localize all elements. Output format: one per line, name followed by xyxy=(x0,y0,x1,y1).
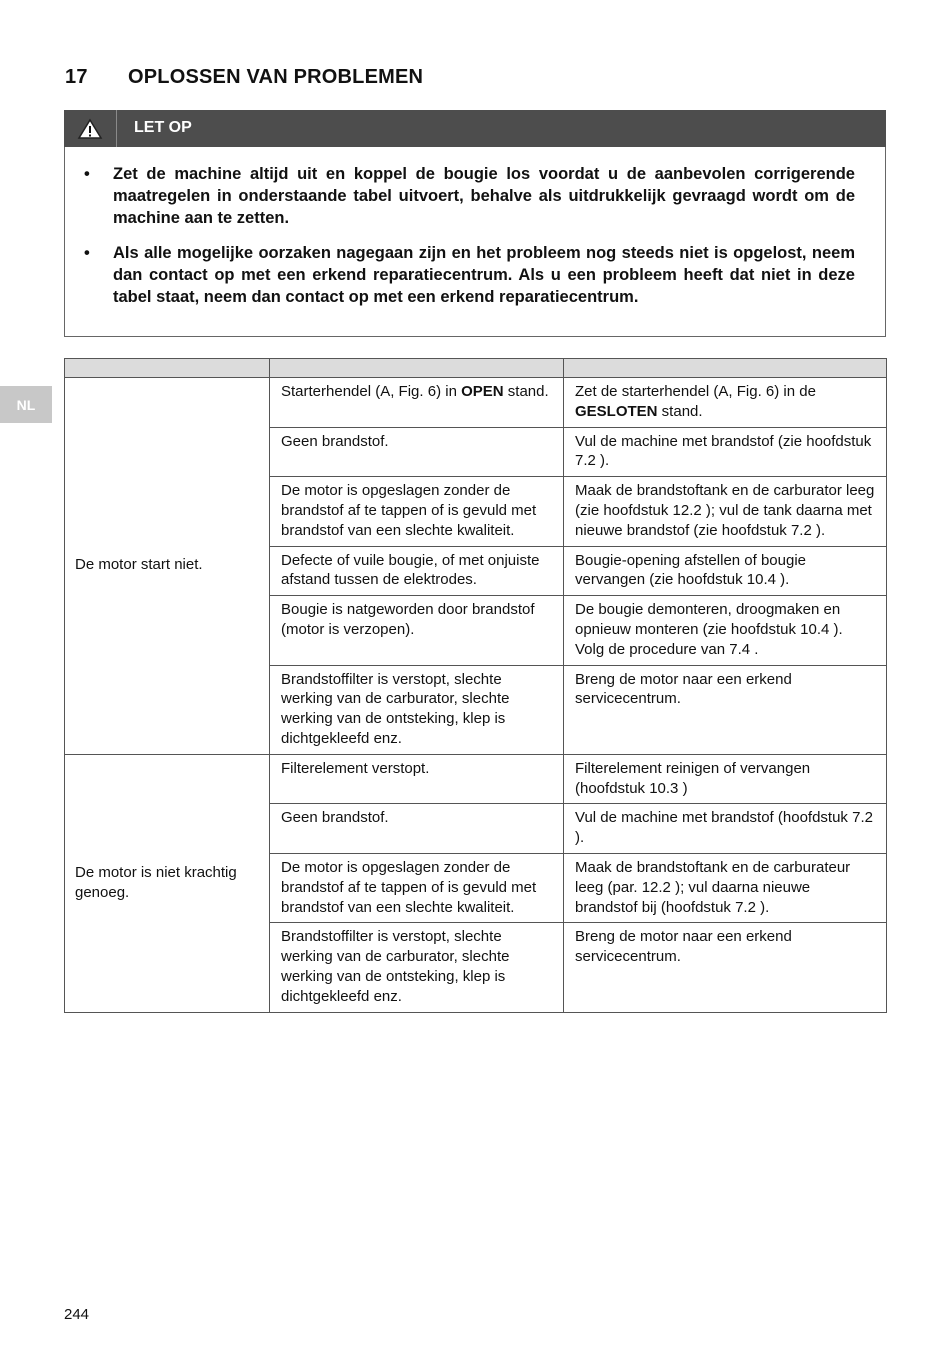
cause-cell: Geen brandstof. xyxy=(270,427,564,477)
problem-cell: De motor is niet krachtig genoeg. xyxy=(65,754,270,1012)
remedy-cell: Breng de motor naar een erkend servicecentrum. xyxy=(564,665,887,754)
page-number: 244 xyxy=(64,1306,90,1323)
cause-cell: De motor is opgeslagen zonder de brandstof af te tappen of is gevuld met brandstof van een slechte kwaliteit. xyxy=(270,477,564,546)
cause-cell: Starterhendel (A, Fig. 6) in OPEN stand. xyxy=(270,378,564,428)
table-row xyxy=(65,378,887,428)
warning-body xyxy=(64,147,886,337)
cause-cell: Geen brandstof. xyxy=(270,804,564,854)
troubleshooting-table xyxy=(64,358,887,1013)
section-title: OPLOSSEN VAN PROBLEMEN xyxy=(128,66,424,88)
section-number: 17 xyxy=(65,66,88,88)
remedy-cell: Filterelement reinigen of vervangen (hoofdstuk 10.3 ) xyxy=(564,754,887,804)
remedy-cell: Breng de motor naar een erkend servicecentrum. xyxy=(564,923,887,1012)
remedy-cell: De bougie demonteren, droogmaken en opnieuw monteren (zie hoofdstuk 10.4 ). Volg de procedure van 7.4 . xyxy=(564,596,887,665)
section-heading xyxy=(65,66,423,89)
remedy-cell: Maak de brandstoftank en de carburator leeg (zie hoofdstuk 12.2 ); vul de tank daarna met nieuwe brandstof (zie hoofdstuk 7.2 ). xyxy=(564,477,887,546)
table-header-row xyxy=(65,359,887,378)
warning-item: • Zet de machine altijd uit en koppel de bougie los voordat u de aanbevolen corrigerende maatregelen in onderstaande tabel uitvoert, behalve als uitdrukkelijk gevraagd wordt om de machine aan te zetten. xyxy=(113,163,855,229)
cause-cell: Defecte of vuile bougie, of met onjuiste afstand tussen de elektrodes. xyxy=(270,546,564,596)
remedy-cell: Bougie-opening afstellen of bougie vervangen (zie hoofdstuk 10.4 ). xyxy=(564,546,887,596)
language-tab: NL xyxy=(0,386,52,423)
remedy-cell: Vul de machine met brandstof (hoofdstuk 7.2 ). xyxy=(564,804,887,854)
warning-icon xyxy=(64,110,117,147)
remedy-cell: Zet de starterhendel (A, Fig. 6) in de GESLOTEN stand. xyxy=(564,378,887,428)
cause-cell: De motor is opgeslagen zonder de brandstof af te tappen of is gevuld met brandstof van een slechte kwaliteit. xyxy=(270,853,564,922)
warning-header xyxy=(64,110,886,147)
remedy-cell: Vul de machine met brandstof (zie hoofdstuk 7.2 ). xyxy=(564,427,887,477)
cause-cell: Bougie is natgeworden door brandstof (motor is verzopen). xyxy=(270,596,564,665)
table-row xyxy=(65,754,887,804)
warning-item: • Als alle mogelijke oorzaken nagegaan zijn en het probleem nog steeds niet is opgelost, neem dan contact op met een erkend reparatiecentrum. Als u een probleem heeft dat niet in deze tabel staat, neem dan contact op met een erkend reparatiecentrum. xyxy=(113,242,855,308)
remedy-cell: Maak de brandstoftank en de carburateur leeg (par. 12.2 ); vul daarna nieuwe brandstof bij (hoofdstuk 7.2 ). xyxy=(564,853,887,922)
cause-cell: Filterelement verstopt. xyxy=(270,754,564,804)
cause-cell: Brandstoffilter is verstopt, slechte werking van de carburator, slechte werking van de ontsteking, klep is dichtgekleefd enz. xyxy=(270,665,564,754)
problem-cell: De motor start niet. xyxy=(65,378,270,755)
cause-cell: Brandstoffilter is verstopt, slechte werking van de carburator, slechte werking van de ontsteking, klep is dichtgekleefd enz. xyxy=(270,923,564,1012)
warning-label: LET OP xyxy=(134,119,192,136)
